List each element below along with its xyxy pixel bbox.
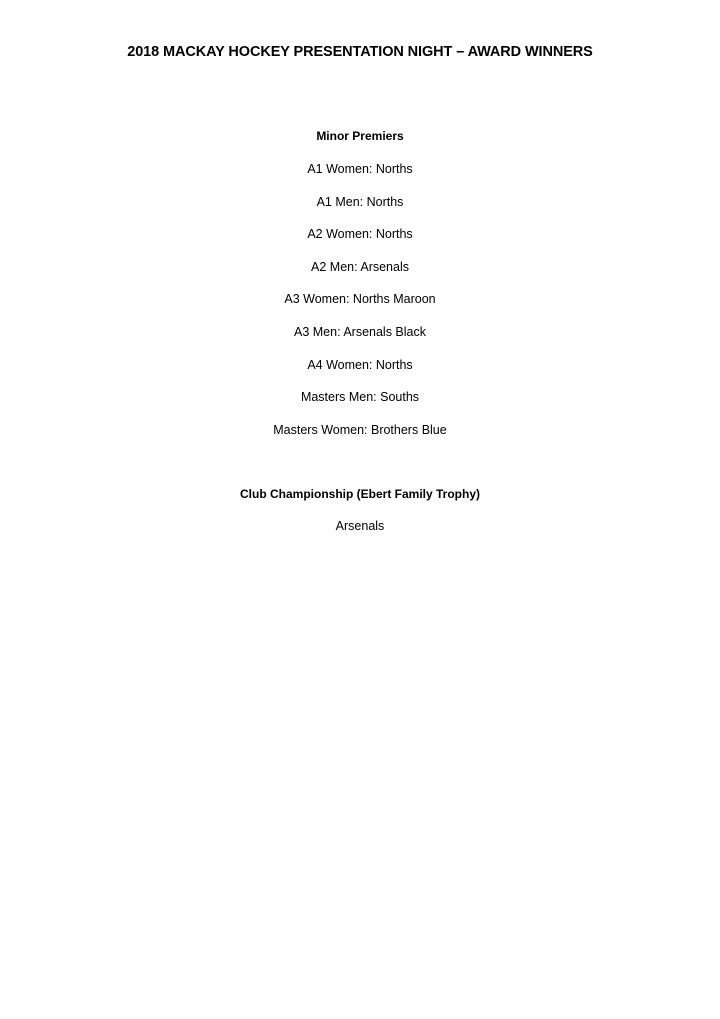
award-entry: Masters Women: Brothers Blue (273, 422, 447, 437)
award-entry: A3 Men: Arsenals Black (293, 324, 426, 339)
minor-premiers-list (0, 160, 720, 453)
award-entry: Masters Men: Souths (300, 390, 420, 405)
minor-premiers-heading: Minor Premiers (316, 129, 404, 143)
club-championship-heading: Club Championship (Ebert Family Trophy) (239, 487, 480, 501)
club-championship-winner: Arsenals (335, 519, 385, 533)
award-entry: A1 Men: Norths (316, 194, 404, 209)
award-entry: A3 Women: Norths Maroon (284, 292, 436, 307)
award-entry: A4 Women: Norths (307, 357, 413, 372)
page-title: 2018 MACKAY HOCKEY PRESENTATION NIGHT – AWARD WINNERS (127, 44, 593, 60)
award-entry: A2 Women: Norths (307, 227, 413, 242)
award-entry: A1 Women: Norths (307, 162, 413, 176)
award-entry: A2 Men: Arsenals (311, 259, 409, 274)
